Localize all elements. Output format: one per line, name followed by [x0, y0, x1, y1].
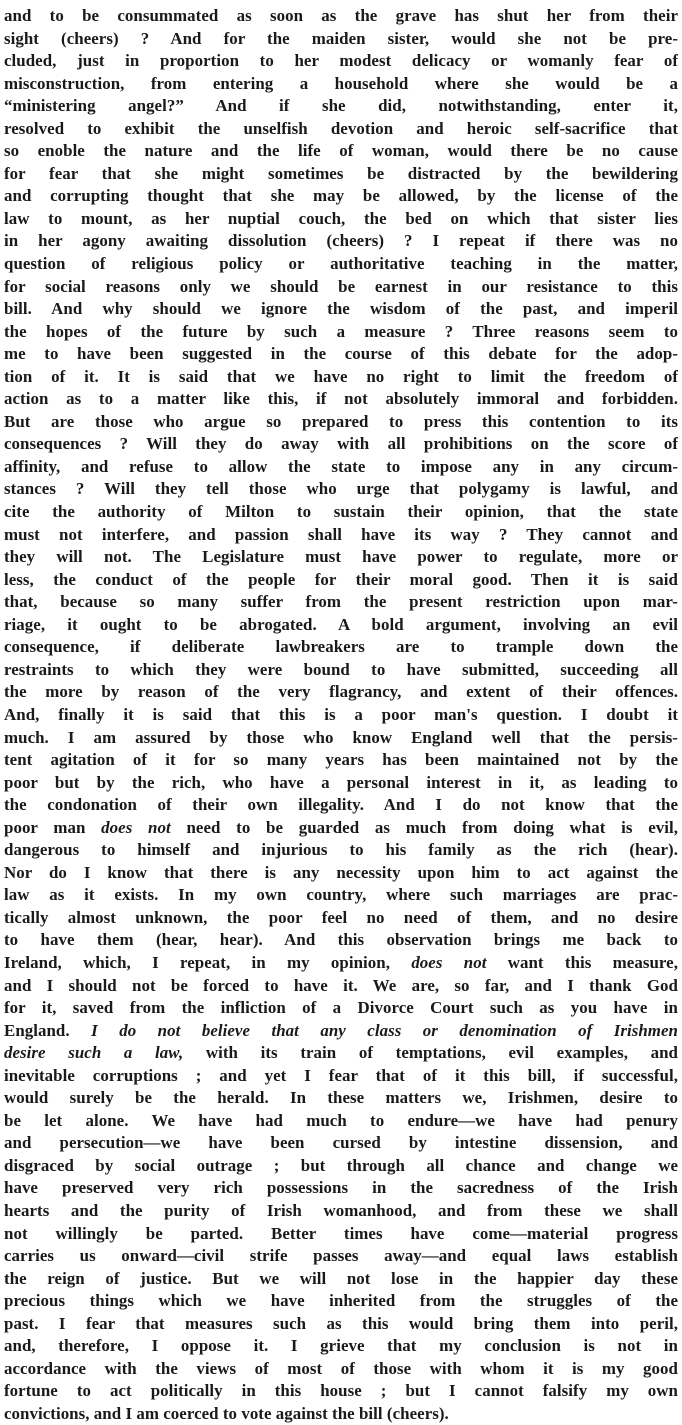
article-line: for fear that she might sometimes be distracted by the bewildering — [4, 163, 678, 183]
italic-emphasis: I do not believe that any class or denomination of Irishmen — [91, 1020, 678, 1040]
article-line: for social reasons only we should be earnest in our resistance to this — [4, 276, 678, 296]
article-line: not willingly be parted. Better times have come—material progress — [4, 1223, 678, 1243]
article-line: past. I fear that measures such as this would bring them into peril, — [4, 1313, 678, 1333]
article-line: But are those who argue so prepared to press this contention to its — [4, 411, 678, 431]
article-line: law to mount, as her nuptial couch, the bed on which that sister lies — [4, 208, 678, 228]
article-line: Ireland, which, I repeat, in my opinion, does not want this measure, — [4, 952, 678, 972]
article-line: must not interfere, and passion shall have its way ? They cannot and — [4, 524, 678, 544]
article-line: action as to a matter like this, if not absolutely immoral and forbidden. — [4, 389, 678, 409]
article-line: poor man does not need to be guarded as much from doing what is evil, — [4, 817, 678, 837]
article-line: to have them (hear, hear). And this observation brings me back to — [4, 930, 678, 950]
article-line: dangerous to himself and injurious to his family as the rich (hear). — [4, 840, 678, 860]
article-line: stances ? Will they tell those who urge that polygamy is lawful, and — [4, 479, 678, 499]
article-line: they will not. The Legislature must have power to regulate, more or — [4, 547, 678, 567]
article-line: desire such a law, with its train of temptations, evil examples, and — [4, 1043, 678, 1063]
article-line: the hopes of the future by such a measure ? Three reasons seem to — [4, 321, 678, 341]
article-line: Nor do I know that there is any necessity upon him to act against the — [4, 862, 678, 882]
article-line: and, therefore, I oppose it. I grieve that my conclusion is not in — [4, 1336, 678, 1356]
article-line: And, finally it is said that this is a poor man's question. I doubt it — [4, 704, 678, 724]
article-line: convictions, and I am coerced to vote against the bill (cheers). — [4, 1403, 449, 1423]
article-line: sight (cheers) ? And for the maiden sister, would she not be pre- — [4, 28, 678, 48]
article-line: tically almost unknown, the poor feel no need of them, and no desire — [4, 907, 678, 927]
italic-emphasis: does not — [411, 952, 487, 972]
article-line: the more by reason of the very flagrancy, and extent of their offences. — [4, 682, 678, 702]
article-line: the condonation of their own illegality. And I do not know that the — [4, 795, 678, 815]
article-line: “ministering angel?” And if she did, notwithstanding, enter it, — [4, 96, 678, 116]
article-line: cluded, just in proportion to her modest delicacy or womanly fear of — [4, 51, 678, 71]
article-line: bill. And why should we ignore the wisdom of the past, and imperil — [4, 299, 678, 319]
article-line: accordance with the views of most of those with whom it is my good — [4, 1358, 678, 1378]
article-line: carries us onward—civil strife passes away—and equal laws establish — [4, 1246, 678, 1266]
article-line: question of religious policy or authoritative teaching in the matter, — [4, 254, 678, 274]
article-line: England. I do not believe that any class or denomination of Irishmen — [4, 1020, 678, 1040]
article-line: me to have been suggested in the course of this debate for the adop- — [4, 344, 678, 364]
article-line: the reign of justice. But we will not lose in the happier day these — [4, 1268, 678, 1288]
article-line: and to be consummated as soon as the grave has shut her from their — [4, 6, 678, 25]
article-line: affinity, and refuse to allow the state to impose any in any circum- — [4, 456, 678, 476]
article-line: would surely be the herald. In these matters we, Irishmen, desire to — [4, 1088, 678, 1108]
article-line: poor but by the rich, who have a personal interest in it, as leading to — [4, 772, 678, 792]
article-line: misconstruction, from entering a household where she would be a — [4, 73, 678, 93]
article-line: and I should not be forced to have it. We are, so far, and I thank God — [4, 975, 678, 995]
article-column — [4, 5, 678, 1425]
italic-emphasis: does not — [101, 817, 171, 837]
article-line: be let alone. We have had much to endure—we have had penury — [4, 1110, 678, 1130]
article-line: hearts and the purity of Irish womanhood, and from these we shall — [4, 1200, 678, 1220]
article-line: tent agitation of it for so many years has been maintained not by the — [4, 750, 678, 770]
article-line: have preserved very rich possessions in the sacredness of the Irish — [4, 1178, 678, 1198]
article-line: restraints to which they were bound to have submitted, succeeding all — [4, 659, 678, 679]
article-line: and persecution—we have been cursed by intestine dissension, and — [4, 1133, 678, 1153]
article-line: much. I am assured by those who know England well that the persis- — [4, 727, 678, 747]
article-line: consequence, if deliberate lawbreakers are to trample down the — [4, 637, 678, 657]
article-line: in her agony awaiting dissolution (cheers) ? I repeat if there was no — [4, 231, 678, 251]
article-line: and corrupting thought that she may be allowed, by the license of the — [4, 186, 678, 206]
article-line: that, because so many suffer from the present restriction upon mar- — [4, 592, 678, 612]
article-line: disgraced by social outrage ; but through all chance and change we — [4, 1155, 678, 1175]
article-line: fortune to act politically in this house ; but I cannot falsify my own — [4, 1381, 678, 1401]
article-line: consequences ? Will they do away with all prohibitions on the score of — [4, 434, 678, 454]
article-line: less, the conduct of the people for their moral good. Then it is said — [4, 569, 678, 589]
italic-emphasis: desire such a law, — [4, 1043, 184, 1063]
article-line: for it, saved from the infliction of a Divorce Court such as you have in — [4, 998, 678, 1018]
article-line: inevitable corruptions ; and yet I fear that of it this bill, if successful, — [4, 1065, 678, 1085]
article-line: precious things which we have inherited from the struggles of the — [4, 1291, 678, 1311]
article-line: cite the authority of Milton to sustain their opinion, that the state — [4, 502, 678, 522]
article-line: resolved to exhibit the unselfish devotion and heroic self-sacrifice that — [4, 118, 678, 138]
article-line: tion of it. It is said that we have no right to limit the freedom of — [4, 366, 678, 386]
article-line: law as it exists. In my own country, where such marriages are prac- — [4, 885, 678, 905]
article-line: riage, it ought to be abrogated. A bold argument, involving an evil — [4, 614, 678, 634]
article-line: so enoble the nature and the life of woman, would there be no cause — [4, 141, 678, 161]
